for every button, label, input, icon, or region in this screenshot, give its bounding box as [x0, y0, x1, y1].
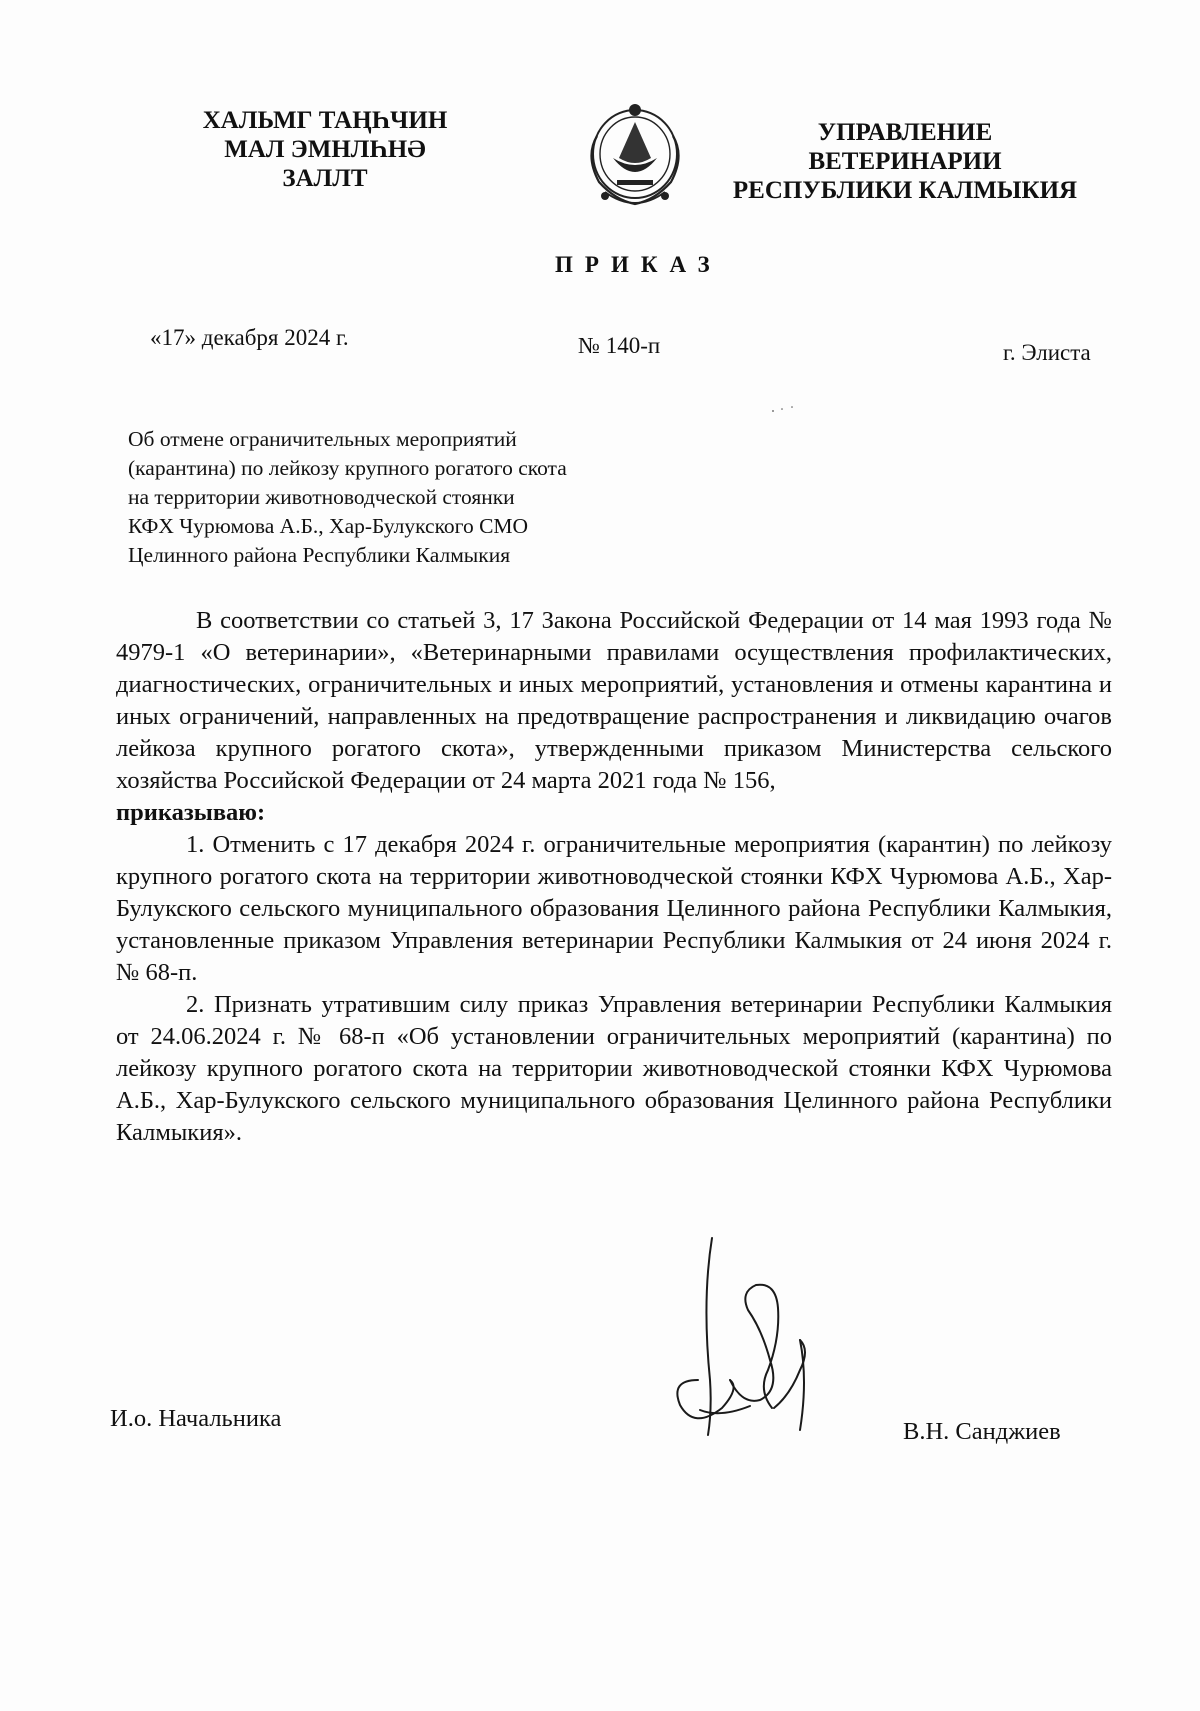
header-right-line: ВЕТЕРИНАРИИ [808, 148, 1002, 175]
scan-speck [770, 405, 800, 413]
order-item-2: 2. Признать утратившим силу приказ Управления ветеринарии Республики Калмыкия от 24.06.2024 г. № 68-п «Об установлении ограничительных мероприятий (карантина) по лейкозу крупного рогатого скота на территории животноводческой стоянки КФХ Чурюмова А.Б., Хар-Булукского сельского муниципального образования Целинного района Республики Калмыкия». [116, 991, 1112, 1146]
handwritten-signature-icon [650, 1230, 860, 1450]
order-city: г. Элиста [1003, 340, 1091, 365]
subject-line: Об отмене ограничительных мероприятий [128, 427, 517, 451]
preamble-paragraph [116, 605, 1112, 829]
order-number: № 140-п [578, 333, 661, 358]
header-right-line: УПРАВЛЕНИЕ [817, 119, 993, 146]
order-body [116, 605, 1112, 1149]
header-left-kalmyk [190, 106, 460, 193]
preamble-text: В соответствии со статьей 3, 17 Закона Российской Федерации от 14 мая 1993 года № 4979-1 «О ветеринарии», «Ветеринарными правилами осуществления профилактических, диагностических, ограничительных и иных мероприятий, установления и отмены карантина и иных ограничений, направленных на предотвращение распространения и ликвидацию очагов лейкоза крупного рогатого скота», утвержденными приказом Министерства сельского хозяйства Российской Федерации от 24 марта 2021 года № 156, [116, 607, 1112, 794]
document-type-title: ПРИКАЗ [555, 252, 722, 277]
signer-position: И.о. Начальника [110, 1405, 282, 1432]
order-item-1: 1. Отменить с 17 декабря 2024 г. ограничительные мероприятия (карантин) по лейкозу крупного рогатого скота на территории животноводческой стоянки КФХ Чурюмова А.Б., Хар-Булукского сельского муниципального образования Целинного района Республики Калмыкия, установленные приказом Управления ветеринарии Республики Калмыкия от 24 июня 2024 г. № 68-п. [116, 831, 1112, 986]
header-left-line: ХАЛЬМГ ТАҢҺЧИН [202, 107, 448, 134]
header-right-russian [730, 118, 1080, 205]
subject-line: КФХ Чурюмова А.Б., Хар-Булукского СМО [128, 514, 529, 538]
header-right-line: РЕСПУБЛИКИ КАЛМЫКИЯ [732, 177, 1078, 204]
header-left-line: ЗАЛЛТ [282, 165, 368, 192]
header-left-line: МАЛ ЭМНЛҺНӘ [224, 136, 426, 163]
kalmykia-coat-of-arms-icon [575, 96, 695, 214]
subject-line: (карантина) по лейкозу крупного рогатого скота [128, 456, 567, 480]
order-subject [128, 425, 688, 570]
order-date: «17» декабря 2024 г. [150, 325, 349, 350]
subject-line: на территории животноводческой стоянки [128, 485, 515, 509]
order-word: приказываю: [116, 799, 266, 826]
subject-line: Целинного района Республики Калмыкия [128, 543, 511, 567]
signer-name: В.Н. Санджиев [903, 1418, 1061, 1445]
